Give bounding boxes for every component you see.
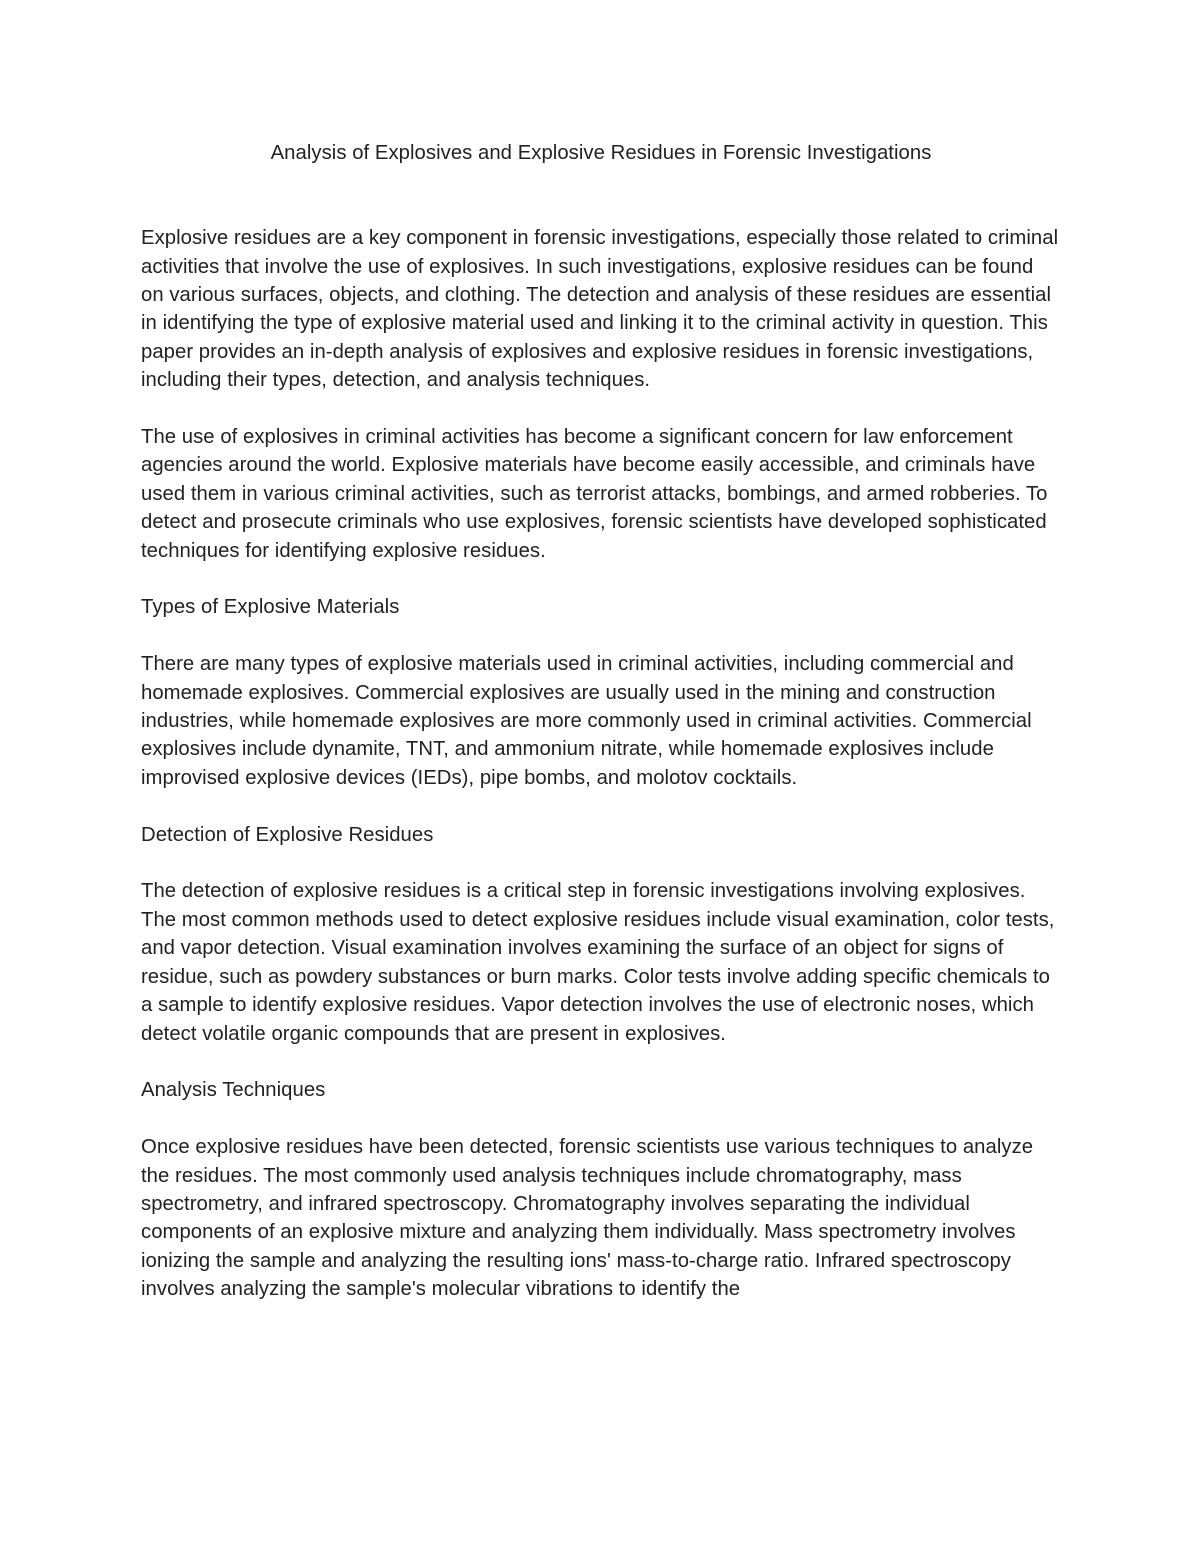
document-title: Analysis of Explosives and Explosive Residues in Forensic Investigations [270,142,932,164]
section-body-detection: The detection of explosive residues is a critical step in forensic investigations involving explosives. The most common methods used to detect explosive residues include visual examination, color tests, and vapor detection. Visual examination involves examining the surface of an object for signs of residue, such as powdery substances or burn marks. Color tests involve adding specific chemicals to a sample to identify explosive residues. Vapor detection involves the use of electronic noses, which detect volatile organic compounds that are present in explosives. [141,880,1055,1045]
section-heading-analysis: Analysis Techniques [141,1079,326,1102]
section-heading-detection: Detection of Explosive Residues [141,823,434,846]
section-body-types: There are many types of explosive materials used in criminal activities, including commercial and homemade explosives. Commercial explosives are usually used in the mining and construction industries, while homemade explosives are more commonly used in criminal activities. Commercial explosives include dynamite, TNT, and ammonium nitrate, while homemade explosives include improvised explosive devices (IEDs), pipe bombs, and molotov cocktails. [141,653,1032,789]
section-body-analysis: Once explosive residues have been detected, forensic scientists use various techniques to analyze the residues. The most commonly used analysis techniques include chromatography, mass spectrometry, and infrared spectroscopy. Chromatography involves separating the individual components of an explosive mixture and analyzing them individually. Mass spectrometry involves ionizing the sample and analyzing the resulting ions' mass-to-charge ratio. Infrared spectroscopy involves analyzing the sample's molecular vibrations to identify the [141,1136,1034,1301]
section-heading-types: Types of Explosive Materials [141,596,400,619]
document-page [141,139,1061,1332]
intro-paragraph-1: Explosive residues are a key component in forensic investigations, especially those related to criminal activities that involve the use of explosives. In such investigations, explosive residues can be found on various surfaces, objects, and clothing. The detection and analysis of these residues are essential in identifying the type of explosive material used and linking it to the criminal activity in question. This paper provides an in-depth analysis of explosives and explosive residues in forensic investigations, including their types, detection, and analysis techniques. [141,227,1059,392]
intro-paragraph-2: The use of explosives in criminal activities has become a significant concern for law enforcement agencies around the world. Explosive materials have become easily accessible, and criminals have used them in various criminal activities, such as terrorist attacks, bombings, and armed robberies. To detect and prosecute criminals who use explosives, forensic scientists have developed sophisticated techniques for identifying explosive residues. [141,426,1048,562]
